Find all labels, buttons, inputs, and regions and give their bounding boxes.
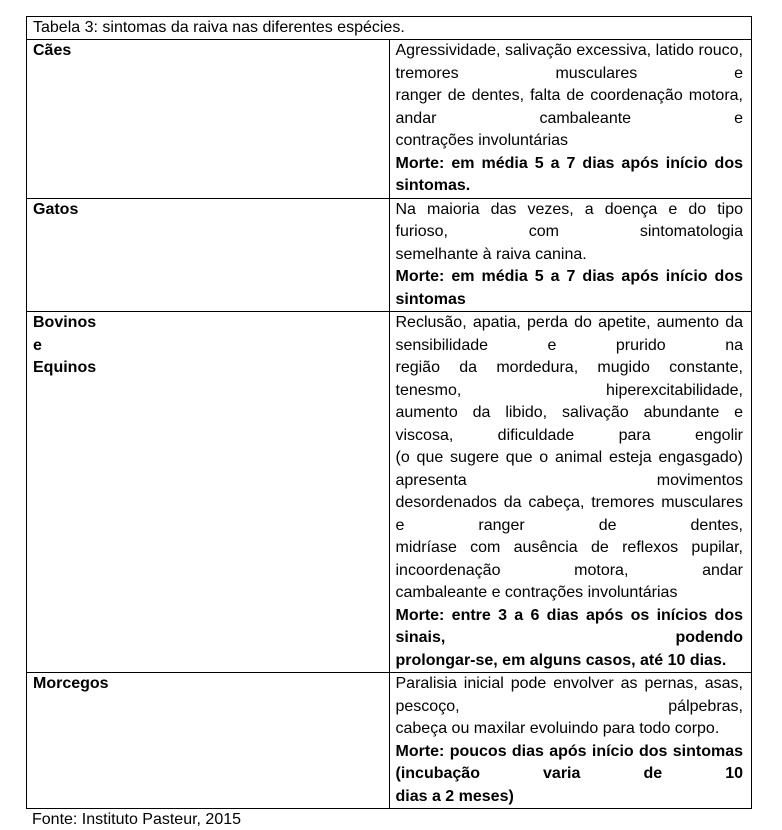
- symptoms-line: Agressividade, salivação excessiva, latido rouco, tremores musculares e: [395, 42, 743, 82]
- symptoms-line: ranger de dentes, falta de coordenação motora, andar cambaleante e: [395, 87, 743, 127]
- symptoms-table: [26, 16, 752, 809]
- symptoms-line: Reclusão, apatia, perda do apetite, aumento da sensibilidade e prurido na: [395, 314, 743, 354]
- symptoms-line: desordenados da cabeça, tremores musculares e ranger de dentes,: [395, 494, 743, 534]
- species-cell: [27, 673, 390, 809]
- species-cell: [27, 198, 390, 312]
- table-row: [27, 198, 752, 312]
- table-row: [27, 312, 752, 673]
- death-info: Morte: poucos dias após início dos sintomas (incubação varia de 10: [395, 742, 743, 782]
- symptoms-line: (o que sugere que o animal esteja engasgado) apresenta movimentos: [395, 449, 743, 489]
- symptoms-cell: [389, 40, 752, 199]
- species-label: Equinos: [33, 359, 97, 376]
- symptoms-cell: [389, 198, 752, 312]
- symptoms-line: Na maioria das vezes, a doença e do tipo furioso, com sintomatologia: [395, 200, 743, 240]
- death-info: Morte: entre 3 a 6 dias após os inícios dos sinais, podendo: [395, 606, 743, 646]
- species-label: Cães: [33, 42, 72, 59]
- death-info: prolongar-se, em alguns casos, até 10 dias.: [395, 651, 727, 669]
- symptoms-line: cabeça ou maxilar evoluindo para todo corpo.: [395, 720, 720, 737]
- symptoms-cell: [389, 673, 752, 809]
- document: [26, 16, 752, 830]
- table-caption: Tabela 3: sintomas da raiva nas diferentes espécies.: [27, 17, 752, 40]
- symptoms-cell: [389, 312, 752, 673]
- symptoms-line: cambaleante e contrações involuntárias: [395, 584, 678, 601]
- species-cell: [27, 312, 390, 673]
- table-row: [27, 40, 752, 199]
- species-label: Gatos: [33, 200, 79, 218]
- caption-row: [27, 17, 752, 40]
- death-info: dias a 2 meses): [395, 787, 514, 805]
- death-info: Morte: em média 5 a 7 dias após início dos sintomas.: [395, 154, 743, 194]
- species-label: Bovinos: [33, 314, 97, 331]
- species-cell: [27, 40, 390, 199]
- death-info: Morte: em média 5 a 7 dias após início dos sintomas: [395, 268, 743, 308]
- symptoms-line: semelhante à raiva canina.: [395, 245, 587, 263]
- table-row: [27, 673, 752, 809]
- symptoms-line: contrações involuntárias: [395, 132, 569, 149]
- symptoms-line: região da mordedura, mugido constante, tenesmo, hiperexcitabilidade,: [395, 359, 743, 399]
- species-label: e: [33, 336, 42, 354]
- species-label: Morcegos: [33, 675, 109, 692]
- symptoms-line: Paralisia inicial pode envolver as pernas, asas, pescoço, pálpebras,: [395, 675, 743, 715]
- symptoms-line: midríase com ausência de reflexos pupilar, incoordenação motora, andar: [395, 539, 743, 579]
- symptoms-line: aumento da libido, salivação abundante e viscosa, dificuldade para engolir: [395, 404, 743, 444]
- source-note: Fonte: Instituto Pasteur, 2015: [32, 811, 242, 828]
